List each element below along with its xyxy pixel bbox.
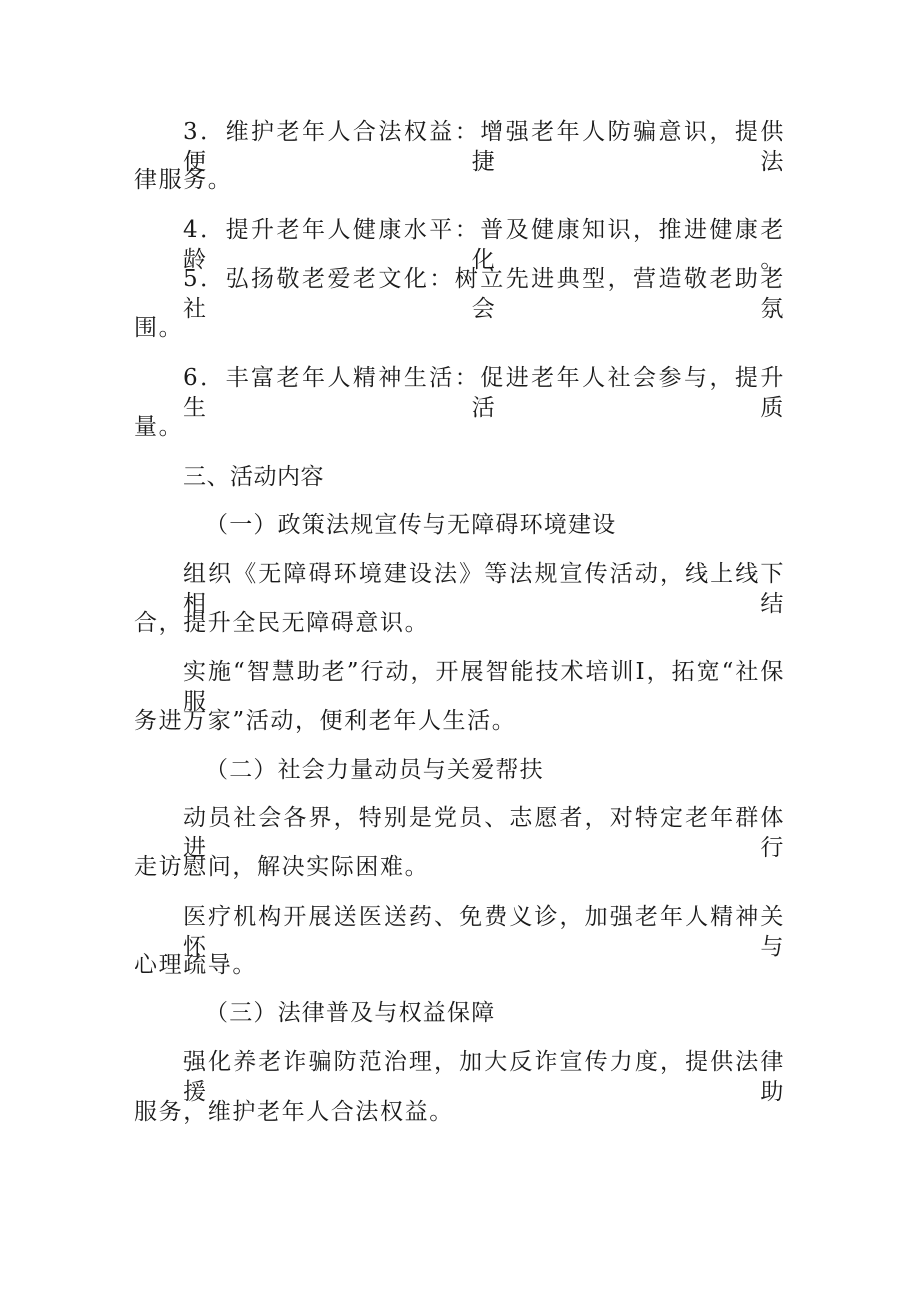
paragraph-1-2-line-1: 实施“智慧助老”行动，开展智能技术培训I，拓宽“社保服 <box>183 659 785 715</box>
list-item-3-line-1: 3．维护老年人合法权益：增强老年人防骗意识，提供便捷法 <box>183 119 785 175</box>
subsection-title-1: （一）政策法规宣传与无障碍环境建设 <box>205 512 617 538</box>
list-item-6-line-1: 6．丰富老年人精神生活：促进老年人社会参与，提升生活质 <box>183 365 785 421</box>
paragraph-2-2-line-1: 医疗机构开展送医送药、免费义诊，加强老年人精神关怀与 <box>183 904 785 960</box>
paragraph-2-1-line-2: 走访慰问，解决实际困难。 <box>134 854 430 880</box>
paragraph-2-1-line-1: 动员社会各界，特别是党员、志愿者，对特定老年群体进行 <box>183 805 785 861</box>
paragraph-1-1-line-1: 组织《无障碍环境建设法》等法规宣传活动，线上线下相结 <box>183 561 785 617</box>
section-heading: 三、活动内容 <box>183 464 324 490</box>
paragraph-3-1-line-1: 强化养老诈骗防范治理，加大反诈宣传力度，提供法律援助 <box>183 1049 785 1105</box>
list-item-3-line-2: 律服务。 <box>134 167 233 193</box>
list-item-5-line-1: 5．弘扬敬老爱老文化：树立先进典型，营造敬老助老社会氛 <box>183 266 785 322</box>
subsection-title-3: （三）法律普及与权益保障 <box>205 1000 496 1026</box>
paragraph-1-2-line-2: 务进万家”活动，便利老年人生活。 <box>134 708 517 734</box>
paragraph-3-1-line-2: 服务，维护老年人合法权益。 <box>134 1099 454 1125</box>
subsection-title-2: （二）社会力量动员与关爱帮扶 <box>205 757 544 783</box>
list-item-5-line-2: 围。 <box>134 315 184 341</box>
paragraph-1-1-line-2: 合，提升全民无障碍意识。 <box>134 610 430 636</box>
list-item-6-line-2: 量。 <box>134 414 184 440</box>
list-item-4-line-1: 4．提升老年人健康水平：普及健康知识，推进健康老龄化。 <box>183 217 785 273</box>
paragraph-2-2-line-2: 心理疏导。 <box>134 952 257 978</box>
